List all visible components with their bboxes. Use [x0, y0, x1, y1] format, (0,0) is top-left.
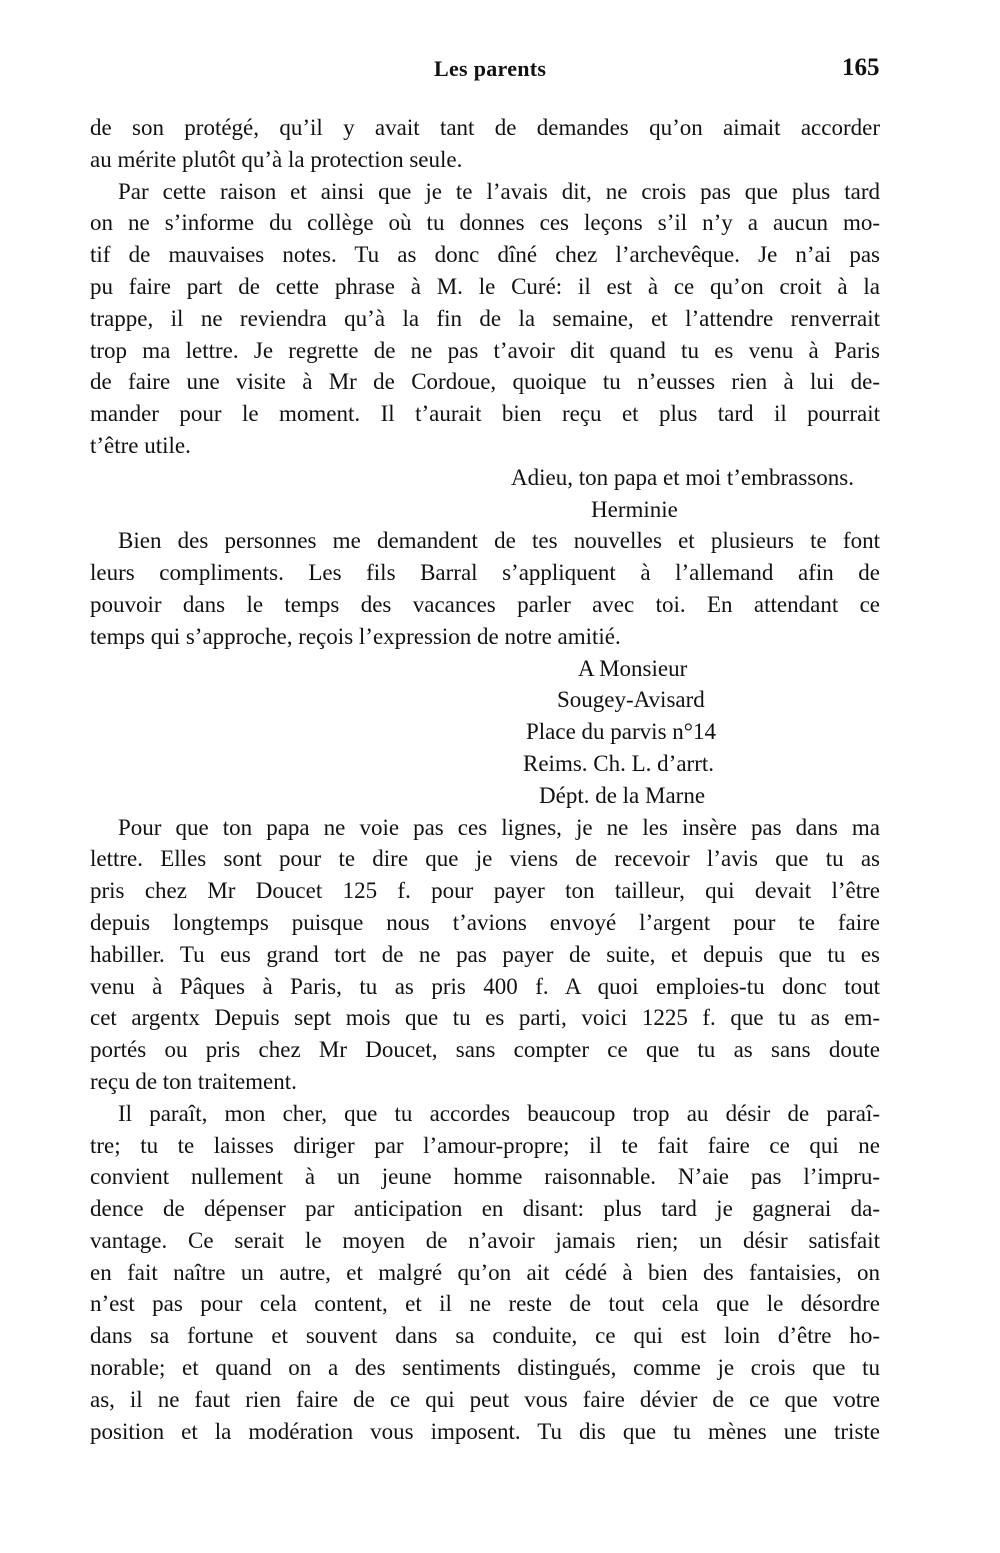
address-line: A Monsieur [578, 655, 688, 681]
text-line: position et la modération vous imposent. Tu dis que tu mènes une triste [90, 1418, 880, 1444]
text-line: as, il ne faut rien faire de ce qui peut vous faire dévier de ce que votre [90, 1386, 880, 1412]
text-line: de faire une visite à Mr de Cordoue, quoique tu n’eusses rien à lui de- [90, 369, 880, 395]
text-line: depuis longtemps puisque nous t’avions envoyé l’argent pour te faire [90, 909, 880, 935]
text-line: Par cette raison et ainsi que je te l’avais dit, ne crois pas que plus tard [118, 178, 880, 204]
text-line: au mérite plutôt qu’à la protection seule. [90, 146, 463, 172]
text-line: en fait naître un autre, et malgré qu’on ait cédé à bien des fantaisies, on [90, 1259, 880, 1285]
text-line: t’être utile. [90, 432, 191, 458]
text-line: lettre. Elles sont pour te dire que je viens de recevoir l’avis que tu as [90, 846, 880, 872]
text-line: convient nullement à un jeune homme raisonnable. N’aie pas l’impru- [90, 1164, 880, 1190]
closing-line: Adieu, ton papa et moi t’embrassons. [510, 464, 854, 490]
text-line: tre; tu te laisses diriger par l’amour-propre; il te fait faire ce qui ne [90, 1132, 880, 1158]
page-number: 165 [842, 54, 880, 81]
address-line: Reims. Ch. L. d’arrt. [523, 750, 714, 776]
text-line: n’est pas pour cela content, et il ne reste de tout cela que le désordre [90, 1291, 880, 1317]
page-header [0, 56, 1000, 88]
text-line: trop ma lettre. Je regrette de ne pas t’avoir dit quand tu es venu à Paris [90, 337, 880, 363]
text-line: on ne s’informe du collège où tu donnes ces leçons s’il n’y a aucun mo- [90, 210, 880, 236]
address-line: Dépt. de la Marne [539, 782, 706, 808]
text-line: vantage. Ce serait le moyen de n’avoir jamais rien; un désir satisfait [90, 1227, 880, 1253]
text-line: trappe, il ne reviendra qu’à la fin de la semaine, et l’attendre renverrait [90, 305, 880, 331]
text-line: pu faire part de cette phrase à M. le Curé: il est à ce qu’on croit à la [90, 273, 880, 299]
text-line: dence de dépenser par anticipation en disant: plus tard je gagnerai da- [90, 1196, 880, 1222]
text-line: Bien des personnes me demandent de tes nouvelles et plusieurs te font [118, 528, 880, 554]
text-line: Pour que ton papa ne voie pas ces lignes, je ne les insère pas dans ma [118, 814, 880, 840]
text-line: reçu de ton traitement. [90, 1068, 297, 1094]
text-line: leurs compliments. Les fils Barral s’appliquent à l’allemand afin de [90, 560, 880, 586]
text-line: venu à Pâques à Paris, tu as pris 400 f. A quoi emploies-tu donc tout [90, 973, 880, 999]
running-title: Les parents [434, 56, 547, 81]
signature: Herminie [591, 496, 678, 522]
text-line: Il paraît, mon cher, que tu accordes beaucoup trop au désir de paraî- [118, 1100, 880, 1126]
text-line: mander pour le moment. Il t’aurait bien reçu et plus tard il pourrait [90, 401, 880, 427]
text-line: habiller. Tu eus grand tort de ne pas payer de suite, et depuis que tu es [90, 941, 880, 967]
text-line: pouvoir dans le temps des vacances parler avec toi. En attendant ce [90, 591, 880, 617]
address-line: Sougey-Avisard [557, 687, 705, 713]
text-line: de son protégé, qu’il y avait tant de demandes qu’on aimait accorder [90, 115, 880, 140]
address-line: Place du parvis n°14 [526, 719, 716, 745]
text-line: portés ou pris chez Mr Doucet, sans compter ce que tu as sans doute [90, 1037, 880, 1063]
text-line: tif de mauvaises notes. Tu as donc dîné chez l’archevêque. Je n’ai pas [90, 242, 880, 268]
text-line: cet argentx Depuis sept mois que tu es parti, voici 1225 f. que tu as em- [90, 1005, 880, 1031]
body-text [90, 112, 880, 1447]
text-line: temps qui s’approche, reçois l’expression de notre amitié. [90, 623, 621, 649]
text-line: dans sa fortune et souvent dans sa conduite, ce qui est loin d’être ho- [90, 1323, 880, 1349]
text-line: pris chez Mr Doucet 125 f. pour payer ton tailleur, qui devait l’être [90, 878, 880, 904]
text-line: norable; et quand on a des sentiments distingués, comme je crois que tu [90, 1355, 880, 1381]
